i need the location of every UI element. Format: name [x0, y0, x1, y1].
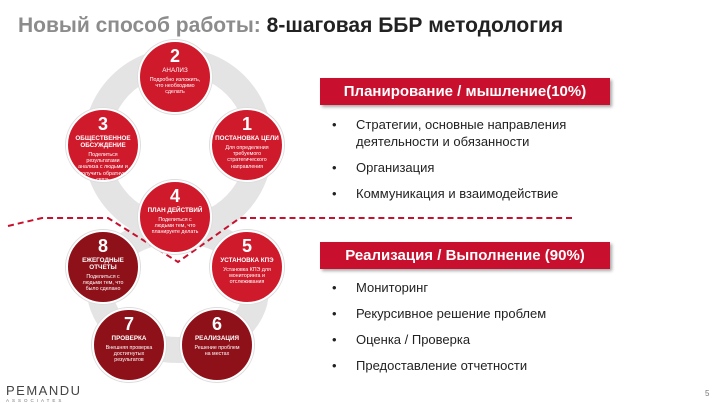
- implementation-item: • Оценка / Проверка: [330, 331, 610, 348]
- step-number: 3: [97, 114, 108, 134]
- implementation-item: • Рекурсивное решение проблем: [330, 305, 610, 322]
- separator-dash-right: [250, 217, 572, 219]
- implementation-item: • Мониторинг: [330, 279, 610, 296]
- planning-banner: Планирование / мышление(10%): [320, 78, 610, 105]
- logo-name: PEMANDU: [6, 383, 82, 398]
- step-description: Внешняя проверка достигнутых результатов: [105, 345, 153, 364]
- step-heading: АНАЛИЗ: [162, 67, 188, 74]
- step-number: 4: [169, 186, 180, 206]
- step-3-circle: [66, 108, 140, 182]
- step-heading: УСТАНОВКА КПЭ: [220, 257, 274, 264]
- step-number: 2: [169, 46, 180, 66]
- implementation-list: [330, 279, 610, 374]
- step-heading: ПЛАН ДЕЙСТВИЙ: [147, 207, 203, 214]
- page-number: 5: [705, 389, 710, 398]
- pemandu-logo: [6, 383, 82, 403]
- step-heading: ПРОВЕРКА: [111, 335, 147, 342]
- step-description: Поделиться с людьми тем, что было сделано: [82, 274, 124, 293]
- planning-list: [330, 116, 610, 202]
- step-heading: ПОСТАНОВКА ЦЕЛИ: [215, 135, 279, 142]
- step-description: Поделиться результатами анализа с людьми и получить обратную связь: [78, 152, 128, 183]
- planning-item: • Стратегии, основные направления деятельности и обязанности: [330, 116, 610, 150]
- step-description: Установка КПЭ для мониторинга и отслеживания: [223, 267, 271, 286]
- step-number: 7: [123, 314, 134, 334]
- step-7-circle: [92, 308, 166, 382]
- step-number: 1: [241, 114, 252, 134]
- planning-item: • Коммуникация и взаимодействие: [330, 185, 610, 202]
- step-heading: ОБЩЕСТВЕННОЕ ОБСУЖДЕНИЕ: [75, 135, 131, 149]
- planning-item: • Организация: [330, 159, 610, 176]
- step-heading: РЕАЛИЗАЦИЯ: [194, 335, 240, 342]
- step-5-circle: [210, 230, 284, 304]
- step-number: 8: [97, 236, 108, 256]
- step-number: 5: [241, 236, 252, 256]
- logo-subtitle: ASSOCIATES: [6, 398, 65, 403]
- title-part-1: Новый способ работы:: [18, 14, 267, 37]
- step-description: Для определения требуемого стратегического направления: [225, 145, 269, 170]
- step-8-circle: [66, 230, 140, 304]
- step-1-circle: [210, 108, 284, 182]
- step-description: Поделиться с людьми тем, что планируете делать: [151, 217, 199, 236]
- step-description: Решение проблем на местах: [194, 345, 240, 358]
- step-number: 6: [211, 314, 222, 334]
- step-6-circle: [180, 308, 254, 382]
- title-part-2: 8-шаговая ББР методология: [266, 14, 564, 37]
- step-4-circle: [138, 180, 212, 254]
- step-description: Подробно изложить, что необходимо сделать: [149, 77, 201, 96]
- step-2-circle: [138, 40, 212, 114]
- implementation-banner: Реализация / Выполнение (90%): [320, 242, 610, 269]
- implementation-item: • Предоставление отчетности: [330, 357, 610, 374]
- step-heading: ЕЖЕГОДНЫЕ ОТЧЕТЫ: [82, 257, 124, 271]
